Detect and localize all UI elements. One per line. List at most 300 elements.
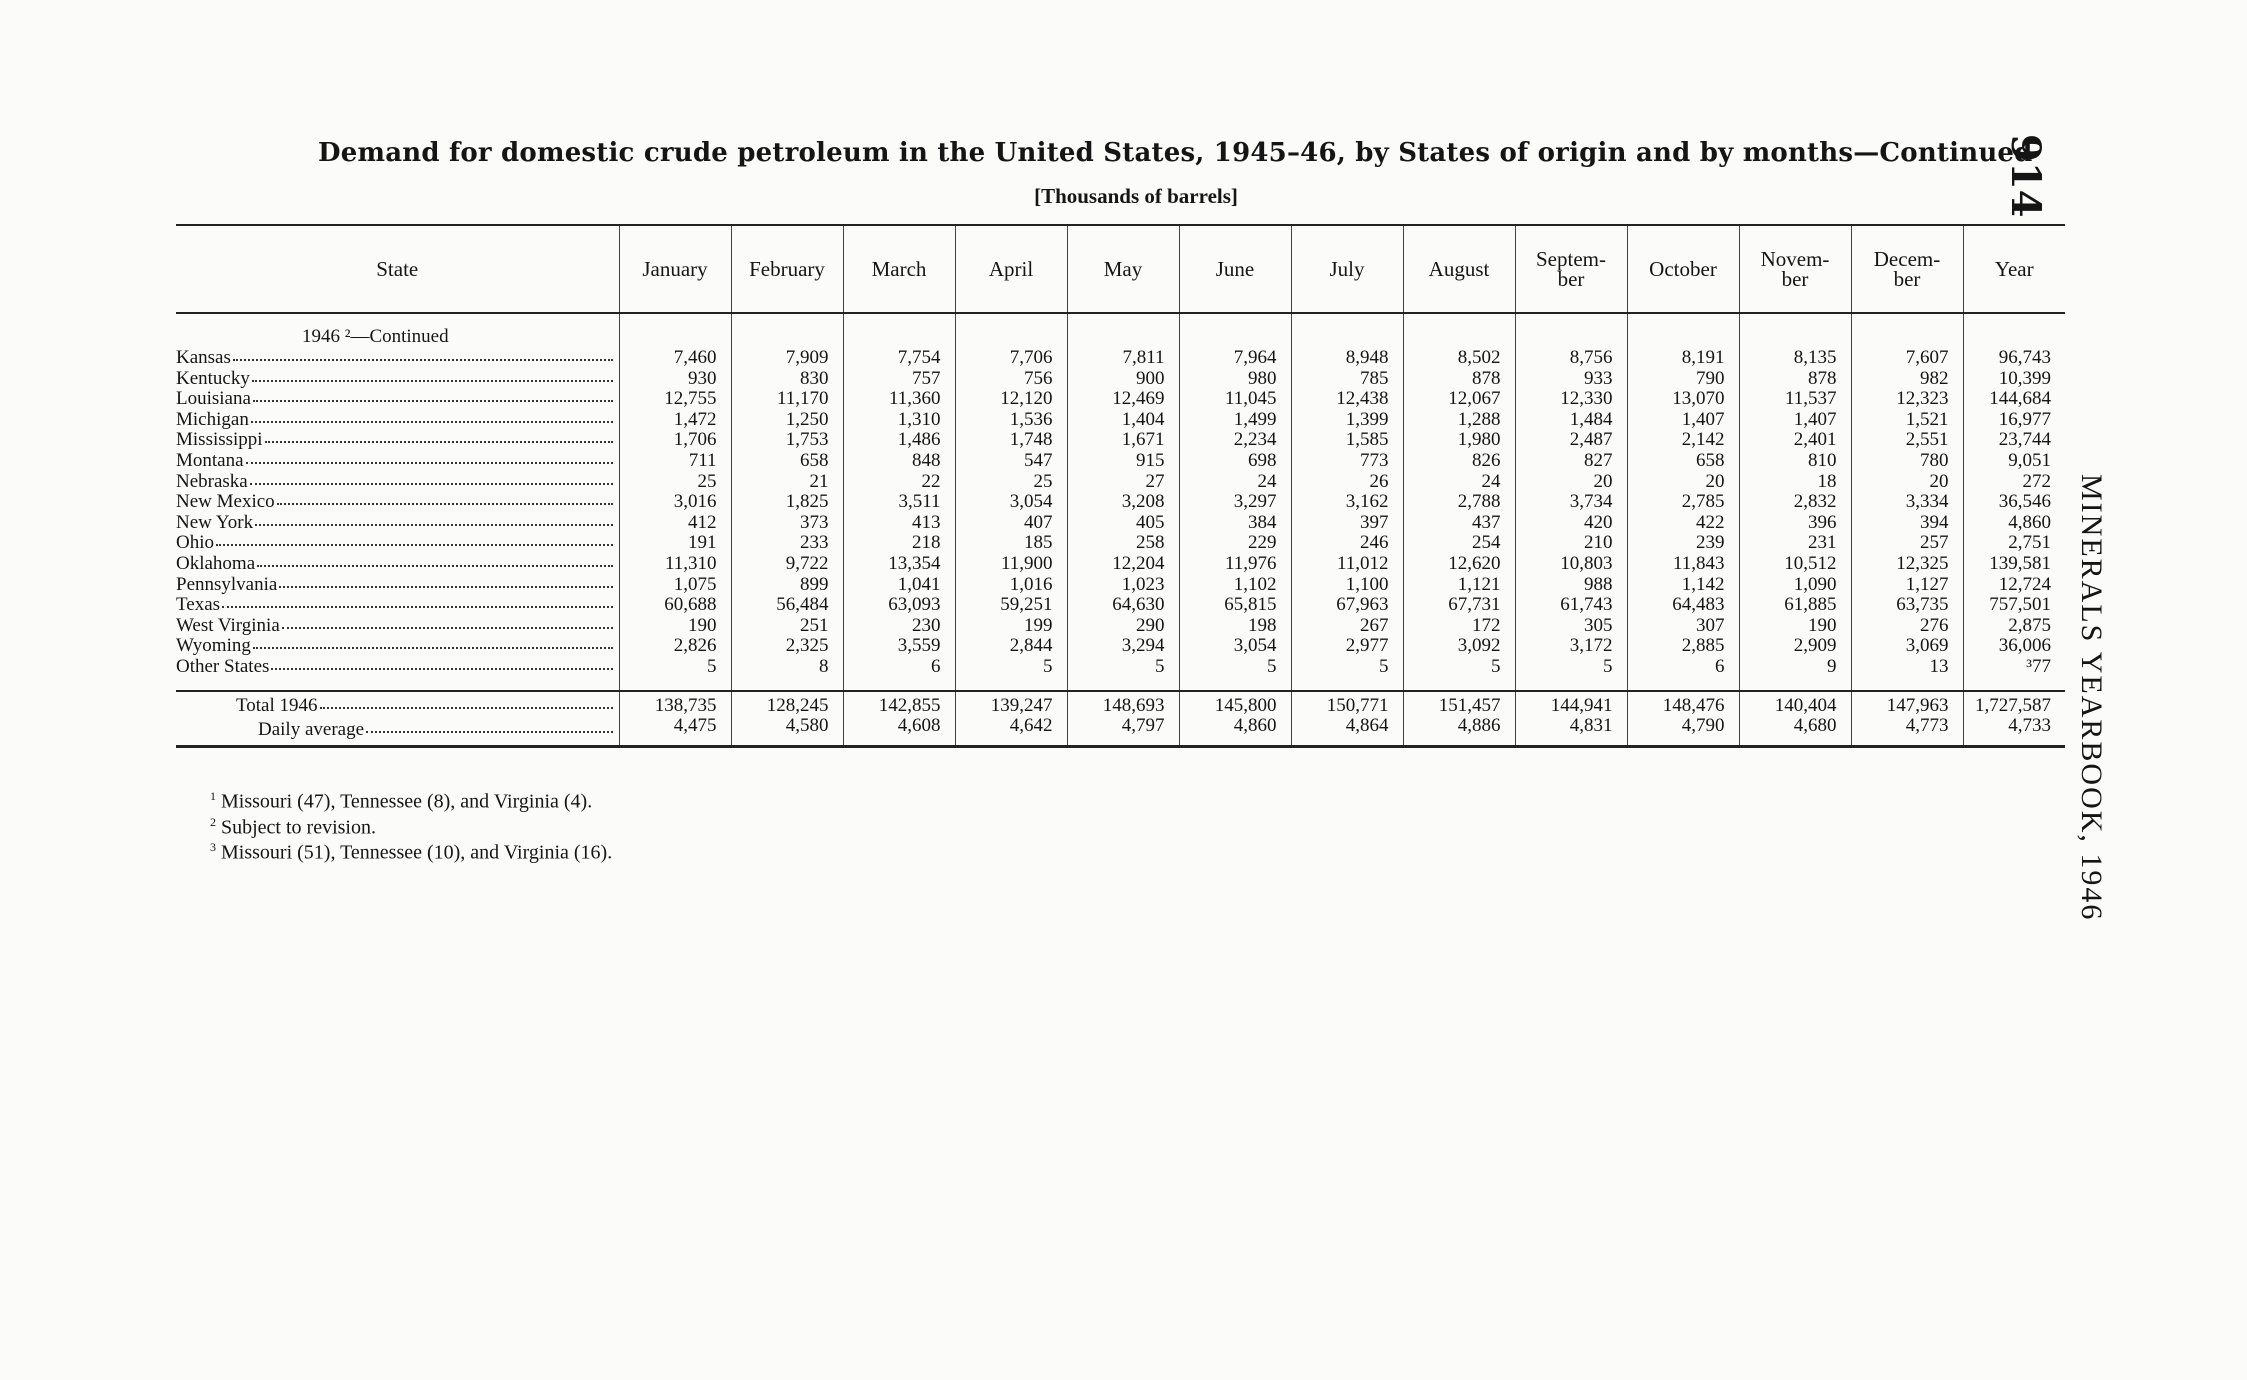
value-cell: 5 (1179, 657, 1291, 678)
table-units-note: [Thousands of barrels] (1034, 184, 1238, 208)
empty-cell (1851, 313, 1963, 348)
value-cell: 11,012 (1291, 554, 1403, 575)
value-cell: 305 (1515, 616, 1627, 637)
empty-cell (1179, 678, 1291, 691)
row-label: Mississippi (176, 430, 263, 451)
value-cell: 933 (1515, 369, 1627, 390)
empty-cell (843, 313, 955, 348)
value-cell: 1,753 (731, 430, 843, 451)
total-value-cell: 4,797 (1067, 716, 1179, 746)
total-value-cell: 148,476 (1627, 691, 1739, 717)
value-cell: 13,354 (843, 554, 955, 575)
value-cell: 982 (1851, 369, 1963, 390)
footnote (210, 812, 612, 838)
column-header: February (731, 225, 843, 313)
value-cell: 258 (1067, 533, 1179, 554)
value-cell: 60,688 (619, 595, 731, 616)
row-label-cell (176, 691, 619, 717)
value-cell: 2,977 (1291, 636, 1403, 657)
value-cell: 6 (1627, 657, 1739, 678)
value-cell: 6 (843, 657, 955, 678)
total-value-cell: 4,608 (843, 716, 955, 746)
value-cell: 230 (843, 616, 955, 637)
value-cell: 412 (619, 513, 731, 534)
value-cell: 12,724 (1963, 575, 2065, 596)
total-value-cell: 4,790 (1627, 716, 1739, 746)
value-cell: 251 (731, 616, 843, 637)
total-value-cell: 128,245 (731, 691, 843, 717)
total-value-cell: 1,727,587 (1963, 691, 2065, 717)
total-value-cell: 138,735 (619, 691, 731, 717)
dot-leader (279, 586, 612, 588)
value-cell: 21 (731, 472, 843, 493)
total-value-cell: 148,693 (1067, 691, 1179, 717)
table-row (176, 657, 2065, 678)
empty-cell (1515, 313, 1627, 348)
value-cell: 1,407 (1627, 410, 1739, 431)
row-label-cell (176, 389, 619, 410)
value-cell: 5 (1403, 657, 1515, 678)
value-cell: 2,487 (1515, 430, 1627, 451)
footnote-text: Missouri (47), Tennessee (8), and Virginia (4). (216, 790, 593, 813)
table-row (176, 595, 2065, 616)
value-cell: ³77 (1963, 657, 2065, 678)
value-cell: 11,900 (955, 554, 1067, 575)
value-cell: 810 (1739, 451, 1851, 472)
value-cell: 64,483 (1627, 595, 1739, 616)
table-row (176, 389, 2065, 410)
row-label: Total 1946 (236, 695, 318, 716)
dot-leader (257, 565, 612, 567)
row-label-cell (176, 472, 619, 493)
row-label: Wyoming (176, 636, 251, 657)
value-cell: 199 (955, 616, 1067, 637)
footnote-mark: 1 (210, 789, 216, 803)
total-value-cell: 147,963 (1851, 691, 1963, 717)
value-cell: 1,706 (619, 430, 731, 451)
table-row (176, 348, 2065, 369)
dot-leader (253, 647, 613, 649)
total-value-cell: 144,941 (1515, 691, 1627, 717)
column-header: April (955, 225, 1067, 313)
row-label: West Virginia (176, 615, 280, 636)
value-cell: 139,581 (1963, 554, 2065, 575)
value-cell: 11,976 (1179, 554, 1291, 575)
value-cell: 2,844 (955, 636, 1067, 657)
dot-leader (246, 462, 613, 464)
value-cell: 13 (1851, 657, 1963, 678)
total-value-cell: 139,247 (955, 691, 1067, 717)
value-cell: 1,484 (1515, 410, 1627, 431)
row-label: Michigan (176, 409, 249, 430)
column-header (1851, 225, 1963, 313)
empty-cell (1291, 313, 1403, 348)
value-cell: 12,325 (1851, 554, 1963, 575)
total-row (176, 691, 2065, 717)
value-cell: 26 (1291, 472, 1403, 493)
value-cell: 96,743 (1963, 348, 2065, 369)
value-cell: 915 (1067, 451, 1179, 472)
running-head: MINERALS YEARBOOK, 1946 (2075, 474, 2108, 922)
row-label-cell (176, 554, 619, 575)
value-cell: 1,023 (1067, 575, 1179, 596)
value-cell: 172 (1403, 616, 1515, 637)
value-cell: 218 (843, 533, 955, 554)
value-cell: 396 (1739, 513, 1851, 534)
value-cell: 307 (1627, 616, 1739, 637)
dot-leader (252, 380, 613, 382)
petroleum-demand-table (176, 224, 2065, 748)
total-value-cell: 4,475 (619, 716, 731, 746)
value-cell: 36,006 (1963, 636, 2065, 657)
value-cell: 1,404 (1067, 410, 1179, 431)
column-header-part: ber (1781, 267, 1809, 291)
value-cell: 190 (619, 616, 731, 637)
value-cell: 27 (1067, 472, 1179, 493)
total-value-cell: 4,886 (1403, 716, 1515, 746)
value-cell: 1,499 (1179, 410, 1291, 431)
value-cell: 144,684 (1963, 389, 2065, 410)
value-cell: 658 (1627, 451, 1739, 472)
table-header-row (176, 225, 2065, 313)
row-label-cell (176, 636, 619, 657)
table-row (176, 533, 2065, 554)
value-cell: 1,250 (731, 410, 843, 431)
value-cell: 20 (1851, 472, 1963, 493)
value-cell: 257 (1851, 533, 1963, 554)
column-header: August (1403, 225, 1515, 313)
row-label: Pennsylvania (176, 574, 278, 595)
value-cell: 65,815 (1179, 595, 1291, 616)
value-cell: 11,537 (1739, 389, 1851, 410)
row-label-cell (176, 616, 619, 637)
column-header: Year (1963, 225, 2065, 313)
value-cell: 13,070 (1627, 389, 1739, 410)
value-cell: 185 (955, 533, 1067, 554)
value-cell: 394 (1851, 513, 1963, 534)
dot-leader (251, 421, 613, 423)
table-row (176, 430, 2065, 451)
value-cell: 12,755 (619, 389, 731, 410)
empty-cell (1403, 313, 1515, 348)
value-cell: 437 (1403, 513, 1515, 534)
value-cell: 1,100 (1291, 575, 1403, 596)
value-cell: 4,860 (1963, 513, 2065, 534)
total-value-cell: 4,831 (1515, 716, 1627, 746)
value-cell: 190 (1739, 616, 1851, 637)
value-cell: 11,170 (731, 389, 843, 410)
value-cell: 11,045 (1179, 389, 1291, 410)
section-label: 1946 ²—Continued (302, 326, 449, 348)
column-header (1739, 225, 1851, 313)
footnote-text: Missouri (51), Tennessee (10), and Virginia (16). (216, 841, 613, 864)
value-cell: 1,041 (843, 575, 955, 596)
value-cell: 899 (731, 575, 843, 596)
value-cell: 67,963 (1291, 595, 1403, 616)
value-cell: 3,172 (1515, 636, 1627, 657)
value-cell: 3,734 (1515, 492, 1627, 513)
table-body (176, 313, 2065, 746)
value-cell: 267 (1291, 616, 1403, 637)
value-cell: 63,735 (1851, 595, 1963, 616)
value-cell: 384 (1179, 513, 1291, 534)
value-cell: 9 (1739, 657, 1851, 678)
value-cell: 1,102 (1179, 575, 1291, 596)
value-cell: 373 (731, 513, 843, 534)
empty-cell (1179, 313, 1291, 348)
row-label-cell (176, 533, 619, 554)
value-cell: 756 (955, 369, 1067, 390)
value-cell: 20 (1515, 472, 1627, 493)
empty-cell (1963, 313, 2065, 348)
total-value-cell: 4,580 (731, 716, 843, 746)
value-cell: 198 (1179, 616, 1291, 637)
empty-cell (1627, 678, 1739, 691)
row-label-cell (176, 410, 619, 431)
value-cell: 3,294 (1067, 636, 1179, 657)
value-cell: 1,486 (843, 430, 955, 451)
table-row (176, 616, 2065, 637)
total-value-cell: 4,773 (1851, 716, 1963, 746)
table-row (176, 636, 2065, 657)
page-number: 914 (2002, 134, 2049, 218)
footnote-text: Subject to revision. (216, 816, 376, 839)
value-cell: 8,948 (1291, 348, 1403, 369)
value-cell: 1,671 (1067, 430, 1179, 451)
total-value-cell: 145,800 (1179, 691, 1291, 717)
spacer-row (176, 678, 2065, 691)
table-row (176, 410, 2065, 431)
row-label-cell (176, 513, 619, 534)
value-cell: 780 (1851, 451, 1963, 472)
empty-cell (1739, 313, 1851, 348)
value-cell: 2,885 (1627, 636, 1739, 657)
column-header (1515, 225, 1627, 313)
value-cell: 900 (1067, 369, 1179, 390)
value-cell: 1,825 (731, 492, 843, 513)
dot-leader (271, 668, 612, 670)
value-cell: 3,054 (1179, 636, 1291, 657)
column-header-part: ber (1893, 267, 1921, 291)
empty-cell (1515, 678, 1627, 691)
value-cell: 61,743 (1515, 595, 1627, 616)
value-cell: 67,731 (1403, 595, 1515, 616)
value-cell: 7,460 (619, 348, 731, 369)
value-cell: 20 (1627, 472, 1739, 493)
table-row (176, 554, 2065, 575)
empty-cell (1291, 678, 1403, 691)
value-cell: 980 (1179, 369, 1291, 390)
dot-leader (320, 707, 613, 709)
value-cell: 239 (1627, 533, 1739, 554)
value-cell: 2,909 (1739, 636, 1851, 657)
value-cell: 229 (1179, 533, 1291, 554)
value-cell: 210 (1515, 533, 1627, 554)
value-cell: 3,511 (843, 492, 955, 513)
dot-leader (277, 503, 613, 505)
value-cell: 12,323 (1851, 389, 1963, 410)
value-cell: 2,325 (731, 636, 843, 657)
row-label-cell (176, 451, 619, 472)
value-cell: 233 (731, 533, 843, 554)
value-cell: 1,472 (619, 410, 731, 431)
value-cell: 18 (1739, 472, 1851, 493)
value-cell: 1,310 (843, 410, 955, 431)
row-label: Nebraska (176, 471, 248, 492)
column-header: October (1627, 225, 1739, 313)
column-header: March (843, 225, 955, 313)
footnote-mark: 2 (210, 814, 216, 829)
value-cell: 407 (955, 513, 1067, 534)
value-cell: 9,722 (731, 554, 843, 575)
value-cell: 7,909 (731, 348, 843, 369)
total-value-cell: 151,457 (1403, 691, 1515, 717)
value-cell: 3,016 (619, 492, 731, 513)
empty-cell (955, 313, 1067, 348)
total-value-cell: 150,771 (1291, 691, 1403, 717)
value-cell: 8,135 (1739, 348, 1851, 369)
row-label: Kansas (176, 348, 231, 368)
value-cell: 5 (1291, 657, 1403, 678)
row-label: Ohio (176, 533, 214, 554)
value-cell: 36,546 (1963, 492, 2065, 513)
value-cell: 757,501 (1963, 595, 2065, 616)
dot-leader (253, 400, 613, 402)
empty-cell (1067, 313, 1179, 348)
empty-cell (1963, 678, 2065, 691)
column-header: June (1179, 225, 1291, 313)
value-cell: 2,401 (1739, 430, 1851, 451)
value-cell: 2,875 (1963, 616, 2065, 637)
value-cell: 930 (619, 369, 731, 390)
value-cell: 12,620 (1403, 554, 1515, 575)
row-label-cell (176, 348, 619, 369)
value-cell: 56,484 (731, 595, 843, 616)
table-row (176, 369, 2065, 390)
value-cell: 8 (731, 657, 843, 678)
footnote-mark: 3 (210, 840, 216, 855)
value-cell: 290 (1067, 616, 1179, 637)
value-cell: 64,630 (1067, 595, 1179, 616)
footnote (210, 786, 612, 812)
value-cell: 12,438 (1291, 389, 1403, 410)
dot-leader (233, 359, 613, 361)
value-cell: 1,142 (1627, 575, 1739, 596)
value-cell: 5 (955, 657, 1067, 678)
row-label-cell (176, 716, 619, 746)
empty-cell (1739, 678, 1851, 691)
value-cell: 12,204 (1067, 554, 1179, 575)
value-cell: 231 (1739, 533, 1851, 554)
value-cell: 10,512 (1739, 554, 1851, 575)
empty-cell (955, 678, 1067, 691)
total-value-cell: 4,733 (1963, 716, 2065, 746)
empty-cell (731, 678, 843, 691)
row-label: Texas (176, 595, 221, 616)
value-cell: 11,360 (843, 389, 955, 410)
row-label: Louisiana (176, 389, 251, 410)
value-cell: 2,788 (1403, 492, 1515, 513)
value-cell: 1,127 (1851, 575, 1963, 596)
column-header-part: Septem- (1536, 247, 1606, 271)
page-title: Demand for domestic crude petroleum in the United States, 1945–46, by States of origin and by months—Continued (318, 138, 2033, 168)
value-cell: 11,843 (1627, 554, 1739, 575)
value-cell: 7,811 (1067, 348, 1179, 369)
total-value-cell: 4,642 (955, 716, 1067, 746)
value-cell: 12,120 (955, 389, 1067, 410)
total-value-cell: 140,404 (1739, 691, 1851, 717)
total-value-cell: 4,860 (1179, 716, 1291, 746)
dot-leader (255, 524, 612, 526)
value-cell: 272 (1963, 472, 2065, 493)
dot-leader (216, 544, 613, 546)
value-cell: 790 (1627, 369, 1739, 390)
total-value-cell: 142,855 (843, 691, 955, 717)
row-label-cell (176, 492, 619, 513)
value-cell: 1,585 (1291, 430, 1403, 451)
footnote (210, 837, 612, 863)
value-cell: 1,536 (955, 410, 1067, 431)
value-cell: 773 (1291, 451, 1403, 472)
value-cell: 397 (1291, 513, 1403, 534)
value-cell: 254 (1403, 533, 1515, 554)
value-cell: 1,407 (1739, 410, 1851, 431)
column-header: January (619, 225, 731, 313)
value-cell: 827 (1515, 451, 1627, 472)
value-cell: 12,330 (1515, 389, 1627, 410)
value-cell: 7,706 (955, 348, 1067, 369)
value-cell: 11,310 (619, 554, 731, 575)
row-label: Daily average (258, 720, 365, 741)
value-cell: 2,785 (1627, 492, 1739, 513)
value-cell: 8,191 (1627, 348, 1739, 369)
table-row (176, 451, 2065, 472)
value-cell: 413 (843, 513, 955, 534)
value-cell: 658 (731, 451, 843, 472)
empty-cell (731, 313, 843, 348)
row-label-cell (176, 595, 619, 616)
value-cell: 2,751 (1963, 533, 2065, 554)
value-cell: 24 (1403, 472, 1515, 493)
value-cell: 24 (1179, 472, 1291, 493)
value-cell: 61,885 (1739, 595, 1851, 616)
value-cell: 1,121 (1403, 575, 1515, 596)
value-cell: 7,754 (843, 348, 955, 369)
value-cell: 1,016 (955, 575, 1067, 596)
value-cell: 9,051 (1963, 451, 2065, 472)
column-header: July (1291, 225, 1403, 313)
column-header-part: Novem- (1760, 247, 1830, 271)
value-cell: 826 (1403, 451, 1515, 472)
value-cell: 2,551 (1851, 430, 1963, 451)
dot-leader (222, 606, 612, 608)
table-row (176, 575, 2065, 596)
value-cell: 63,093 (843, 595, 955, 616)
footnotes (210, 786, 612, 863)
value-cell: 3,162 (1291, 492, 1403, 513)
value-cell: 547 (955, 451, 1067, 472)
row-label: Montana (176, 450, 244, 471)
value-cell: 830 (731, 369, 843, 390)
value-cell: 3,297 (1179, 492, 1291, 513)
total-value-cell: 4,864 (1291, 716, 1403, 746)
value-cell: 420 (1515, 513, 1627, 534)
empty-cell (176, 678, 619, 691)
row-label-cell (176, 657, 619, 678)
value-cell: 3,092 (1403, 636, 1515, 657)
row-label: Other States (176, 656, 270, 677)
dot-leader (250, 483, 613, 485)
